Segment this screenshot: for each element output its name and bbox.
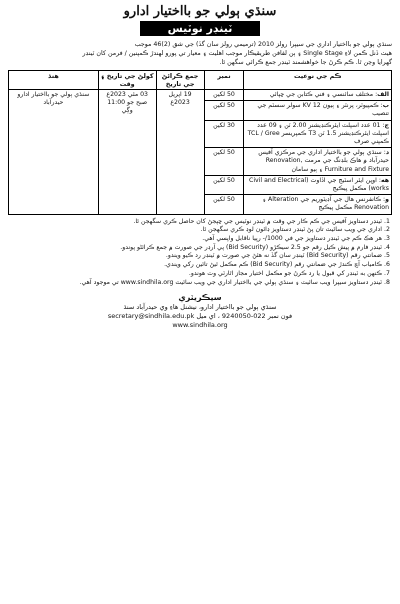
term-item: 1. ٽينڊر دستاويز آفيس جي ڪم ڪار جي وقت ۾ ٽينڊر نوٽيس جي ڇپجڻ کان حاصل ڪري سگهجن ٿا. (8, 218, 382, 227)
intro-line: سنڌي ٻولي جو بااختيار اداري جي سيپرا رولز 2010 (ترميمي رولز سان گڏ) جي شق (2)46 موجب (134, 41, 392, 48)
header-open-date: کولڻ جي تاريخ ۽ وقت (98, 71, 156, 90)
term-item: 7. ڪنهن به ٽينڊر کي قبول يا رد ڪرڻ جو مڪمل اختيار مجاز اٿارٽي وٽ هوندو. (8, 270, 382, 279)
submit-date-cell: 19 اپريل 2023ع (156, 90, 204, 215)
table-header-row (9, 71, 392, 90)
item-serial: الف (377, 91, 389, 98)
venue-cell: سنڌي ٻولي جو بااختيار ادارو حيدرآباد (9, 90, 99, 215)
budget-cell: 50 لکين (204, 101, 244, 120)
signature-block (8, 292, 392, 330)
tender-notice-page (8, 4, 392, 594)
task-cell: الف: مختلف سائنسي ۽ فني ڪتابن جي ڇپائي (244, 90, 392, 101)
intro-line: گهرايا وڃن ٿا. ڪم ڪرڻ جا خواهشمند ٽينڊر جمع ڪرائي سگهن ٿا. (219, 59, 392, 66)
budget-cell: 50 لکين (204, 90, 244, 101)
item-task: مختلف سائنسي ۽ فني ڪتابن جي ڇپائي (269, 91, 374, 98)
tender-table (8, 70, 392, 215)
intro-line: هيٺ ڏنل ڪمن لاءِ Single Stage ۽ ٻن لفافن طريقيڪار موجب اهليت ۽ معيار تي پورو لهندڙ ڪمپنين / فرمن کان ٽينڊر (82, 50, 392, 57)
website-link[interactable]: www.sindhila.org (172, 321, 228, 330)
term-item: 3. هر هڪ ڪم جي ٽينڊر دستاويز جي في 1000/- رپيا ناقابل واپسي آهي. (8, 235, 382, 244)
budget-cell: 50 لکين (204, 195, 244, 214)
term-item: 4. ٽينڊر فارم ۾ پيش ڪيل رقم جو 2.5 سيڪڙو (Bid Security) پي آرڊر جي صورت ۾ جمع ڪرائڻو پوندو. (8, 244, 382, 253)
item-task: اوپن ايئر اسٽيج جي اڏاوت (Civil and Electrical works) مڪمل پيڪيج (249, 176, 389, 193)
item-task: ڪمپيوٽر، پرنٽر ۽ ٻيون KV 12 سولر سسٽم جي تنصيب (257, 102, 389, 118)
signatory-title: سيڪريٽري (178, 293, 222, 303)
header-venue: هنڌ (9, 71, 99, 90)
item-serial: هه (380, 176, 389, 184)
item-task: سنڌي ٻولي جو بااختيار اداري جي مرڪزي آفيس حيدرآباد ۾ هاڪ بلڊنگ جي مرمت Renovation, Furniture and Fixture ۽ ٻيو سامان (258, 149, 389, 173)
term-item: 5. ضمانتي رقم (Bid Security) ٽينڊر سان گڏ نه هئڻ جي صورت ۾ ٽينڊر رد ڪيو ويندو. (8, 252, 382, 261)
intro-paragraph (8, 40, 392, 67)
notice-banner: ٽينڊر نوٽيس (140, 21, 260, 36)
item-task: 01 عدد اسپلٽ ايئرڪنڊيشنر 2.00 ٽن ۽ 09 عدد اسپلٽ ايئرڪنڊيشنر 1.5 ٽن T3 ڪمپريسر TCL / Gree ڪمپني صرف (247, 121, 389, 146)
table-row (9, 90, 392, 101)
item-serial: ب (382, 102, 389, 110)
task-cell: و: ڪانفرنس هال جي آڊيٽوريم جي Alteration ۽ Renovation مڪمل پيڪيج (244, 195, 392, 214)
task-cell: ب: ڪمپيوٽر، پرنٽر ۽ ٻيون KV 12 سولر سسٽم جي تنصيب (244, 101, 392, 120)
term-item: 6. ڪامياب آڇ ڪندڙ جي ضمانتي رقم (Bid Security) ڪم مڪمل ٿيڻ تائين رکي ويندي. (8, 261, 382, 270)
item-serial: د (385, 149, 389, 157)
item-task: ڪانفرنس هال جي آڊيٽوريم جي Alteration ۽ Renovation مڪمل پيڪيج (262, 196, 389, 212)
terms-list (8, 218, 392, 288)
organization-title: سنڌي ٻولي جو بااختيار ادارو (123, 4, 277, 19)
office-address: سنڌي ٻولي جو بااختيار ادارو، نيشنل هاءِ وي حيدرآباد سنڌ (123, 303, 277, 312)
contact-line: فون نمبر 022-9240050 ، اي ميل secretary@sindhila.edu.pk (107, 312, 293, 321)
task-cell: ج: 01 عدد اسپلٽ ايئرڪنڊيشنر 2.00 ٽن ۽ 09 عدد اسپلٽ ايئرڪنڊيشنر 1.5 ٽن T3 ڪمپريسر TCL / Gree ڪمپني صرف (244, 120, 392, 148)
term-item: 2. اداري جي ويب سائيٽ تان پڻ ٽينڊر دستاويز ڊائون لوڊ ڪري سگهجن ٿا. (8, 226, 382, 235)
task-cell: هه: اوپن ايئر اسٽيج جي اڏاوت (Civil and Electrical works) مڪمل پيڪيج (244, 175, 392, 194)
item-serial: و (385, 196, 389, 204)
open-date-cell: 03 مئي 2023ع صبح جو 11:00 وڳي (98, 90, 156, 215)
header-submit-date: جمع ڪرائڻ جي تاريخ (156, 71, 204, 90)
term-item: 8. ٽينڊر دستاويز سيپرا ويب سائيٽ ۽ سنڌي ٻولي جي بااختيار اداري جي ويب سائيٽ www.sindhila.org تي موجود آهي. (8, 279, 382, 288)
budget-cell: 50 لکين (204, 175, 244, 194)
header-serial: نمبر (204, 71, 244, 90)
task-cell: د: سنڌي ٻولي جو بااختيار اداري جي مرڪزي آفيس حيدرآباد ۾ هاڪ بلڊنگ جي مرمت Renovation, Furniture and Fixture ۽ ٻيو سامان (244, 148, 392, 176)
budget-cell: 30 لکين (204, 120, 244, 148)
item-serial: ج (384, 121, 389, 129)
budget-cell: 50 لکين (204, 148, 244, 176)
header-task: ڪم جي نوعيت (244, 71, 392, 90)
